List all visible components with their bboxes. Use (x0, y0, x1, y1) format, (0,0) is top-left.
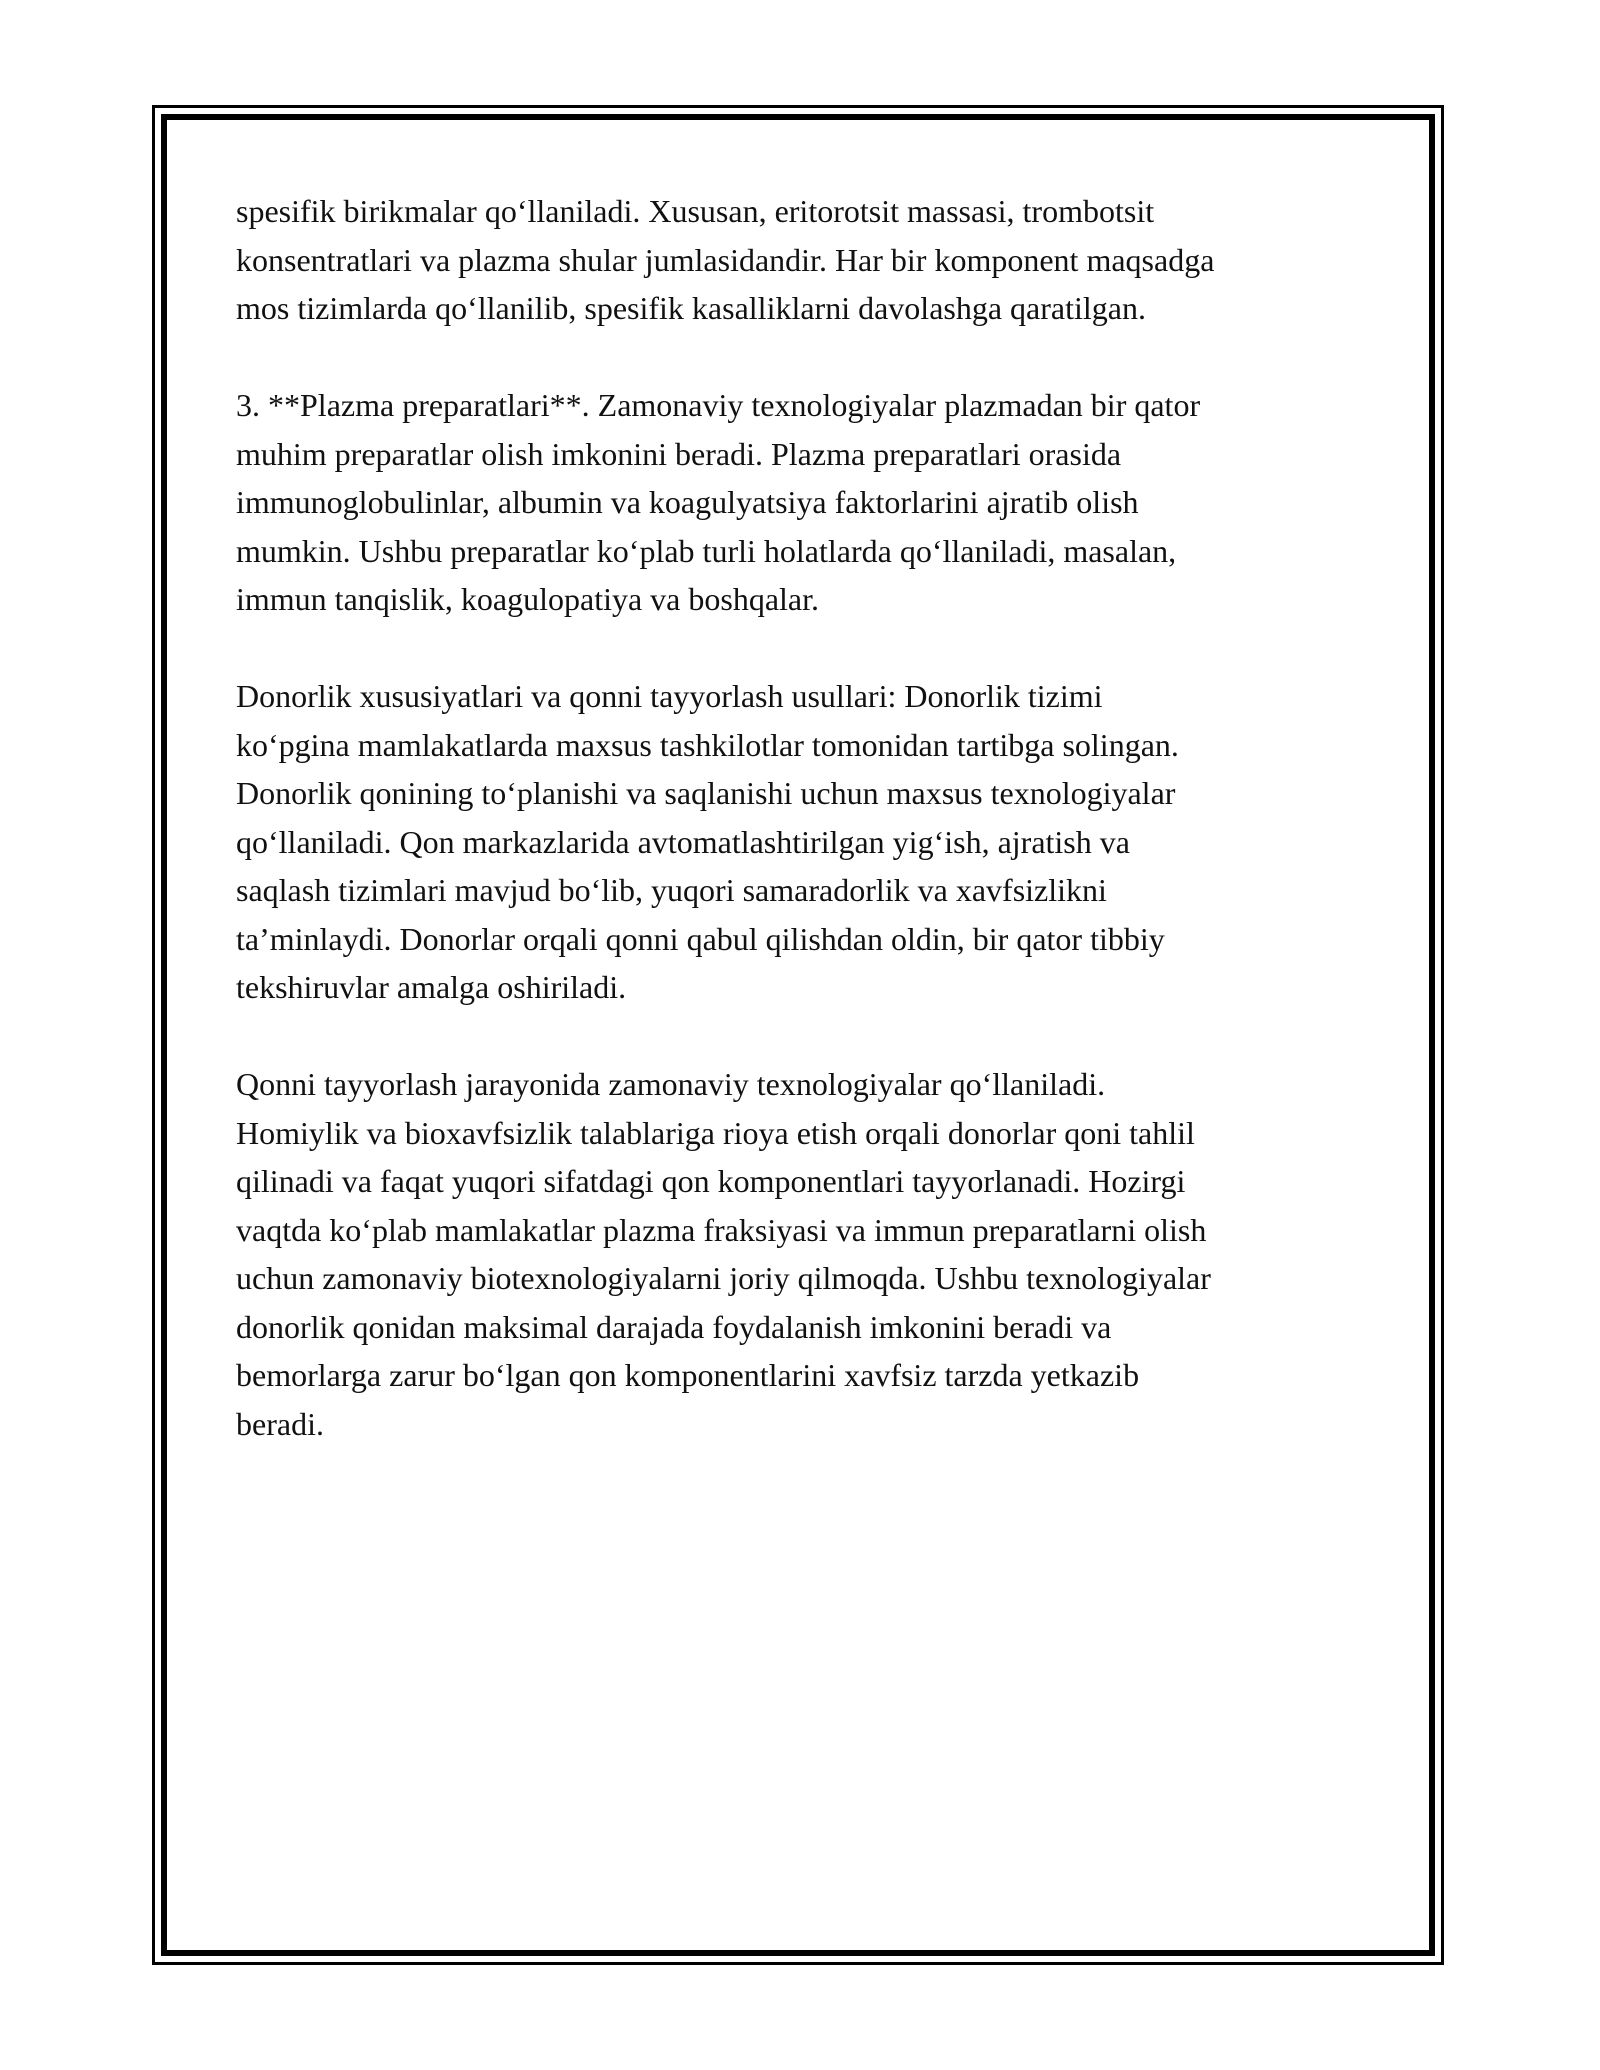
paragraph-blood-preparation: Qonni tayyorlash jarayonida zamonaviy texnologiyalar qo‘llaniladi. Homiylik va bioxavfsizlik talablariga rioya etish orqali donorlar qoni tahlil qilinadi va faqat yuqori sifatdagi qon komponentlari tayyorlanadi. Hozirgi vaqtda ko‘plab mamlakatlar plazma fraksiyasi va immun preparatlarni olish uchun zamonaviy biotexnologiyalarni joriy qilmoqda. Ushbu texnologiyalar donorlik qonidan maksimal darajada foydalanish imkonini beradi va bemorlarga zarur bo‘lgan qon komponentlarini xavfsiz tarzda yetkazib beradi. (236, 1066, 1211, 1442)
document-body (236, 187, 1376, 1497)
paragraph-plasma-preparations: 3. **Plazma preparatlari**. Zamonaviy texnologiyalar plazmadan bir qator muhim preparatlar olish imkonini beradi. Plazma preparatlari orasida immunoglobulinlar, albumin va koagulyatsiya faktorlarini ajratib olish mumkin. Ushbu preparatlar ko‘plab turli holatlarda qo‘llaniladi, masalan, immun tanqislik, koagulopatiya va boshqalar. (236, 387, 1201, 617)
paragraph-blood-components: spesifik birikmalar qo‘llaniladi. Xususan, eritorotsit massasi, trombotsit konsentratlari va plazma shular jumlasidandir. Har bir komponent maqsadga mos tizimlarda qo‘llanilib, spesifik kasalliklarni davolashga qaratilgan. (236, 193, 1215, 326)
paragraph-donor-features: Donorlik xususiyatlari va qonni tayyorlash usullari: Donorlik tizimi ko‘pgina mamlakatlarda maxsus tashkilotlar tomonidan tartibga solingan. Donorlik qonining to‘planishi va saqlanishi uchun maxsus texnologiyalar qo‘llaniladi. Qon markazlarida avtomatlashtirilgan yig‘ish, ajratish va saqlash tizimlari mavjud bo‘lib, yuqori samaradorlik va xavfsizlikni ta’minlaydi. Donorlar orqali qonni qabul qilishdan oldin, bir qator tibbiy tekshiruvlar amalga oshiriladi. (236, 678, 1179, 1005)
